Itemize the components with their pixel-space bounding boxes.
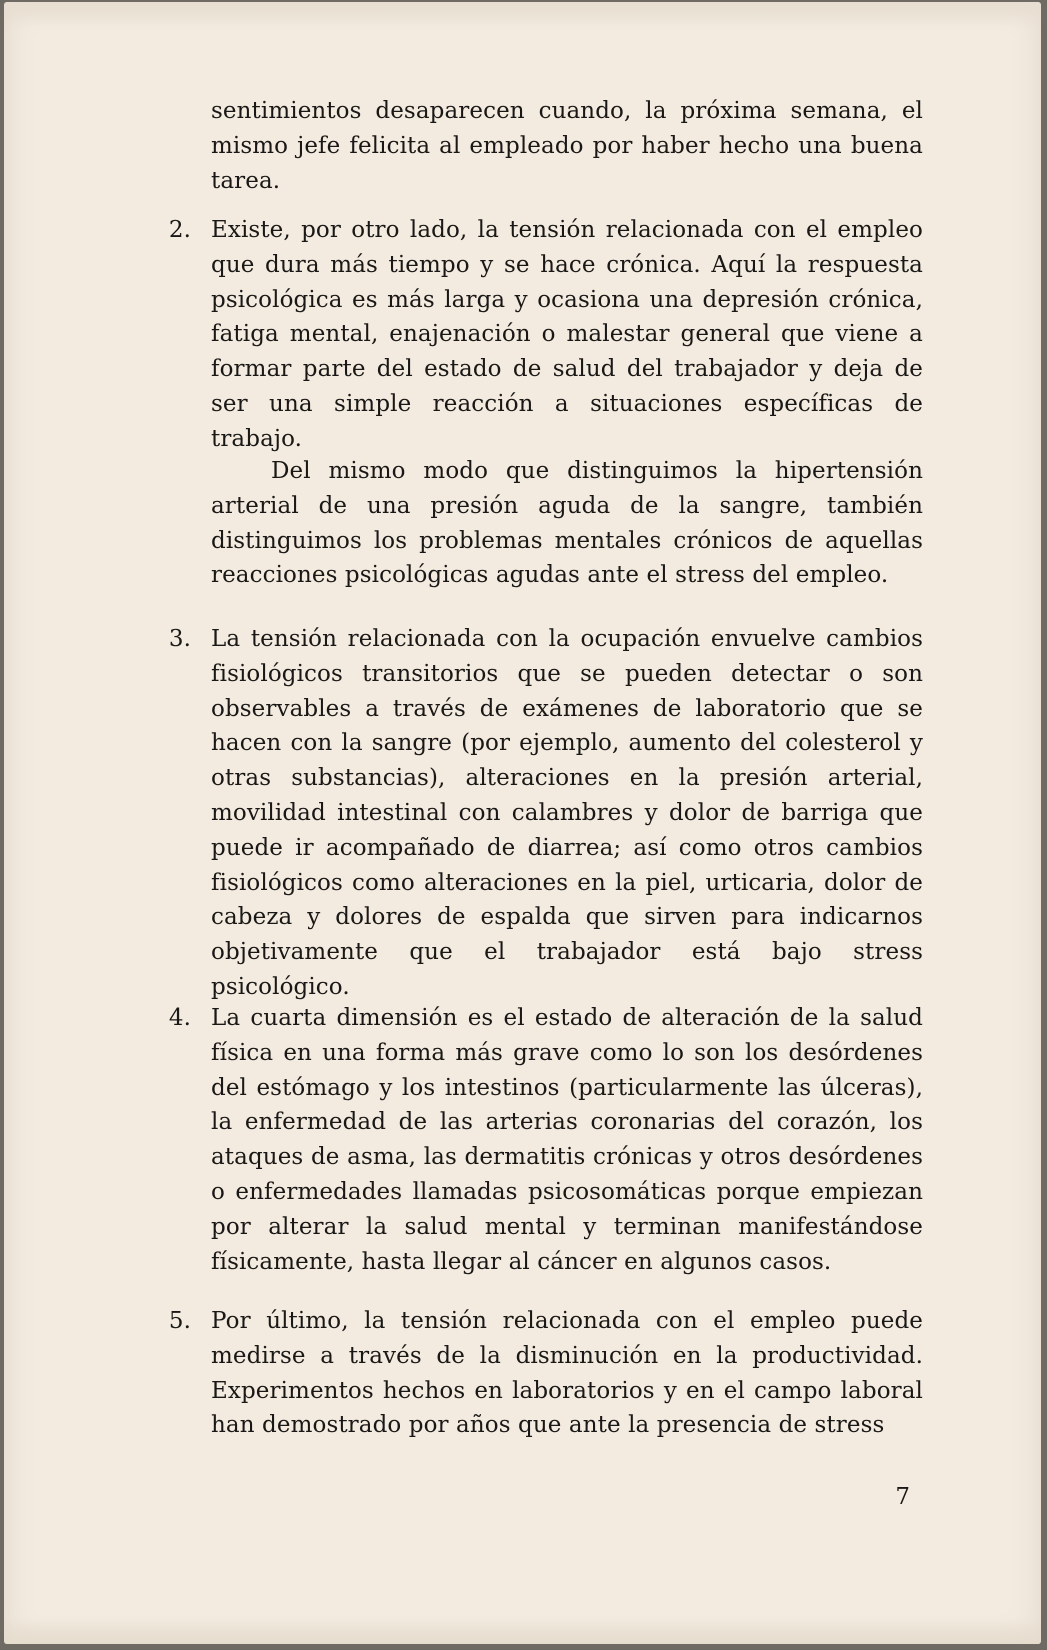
list-item-2 — [211, 213, 923, 457]
paragraph-text: Existe, por otro lado, la tensión relacionada con el empleo que dura más tiempo y se hace crónica. Aquí la respuesta psicológica es más larga y ocasiona una depresión crónica, fatiga mental, enajenación o malestar general que viene a formar parte del estado de salud del trabajador y deja de ser una simple reacción a situaciones específicas de trabajo. — [211, 217, 923, 452]
list-item-3 — [211, 622, 923, 1005]
list-item-4 — [211, 1001, 923, 1279]
paragraph-comparison — [211, 454, 923, 593]
list-number-3: 3. — [168, 626, 191, 652]
page-number: 7 — [895, 1484, 910, 1510]
paragraph-continuation — [211, 94, 923, 198]
list-item-5 — [211, 1304, 923, 1443]
list-number-5: 5. — [168, 1308, 191, 1334]
paragraph-text: La cuarta dimensión es el estado de alteración de la salud física en una forma más grave como lo son los desórdenes del estómago y los intestinos (particularmente las úlceras), la enfermedad de las arterias coronarias del corazón, los ataques de asma, las dermatitis crónicas y otros desórdenes o enfermedades llamadas psicosomáticas porque empiezan por alterar la salud mental y terminan manifestándose físicamente, hasta llegar al cáncer en algunos casos. — [211, 1005, 923, 1275]
paragraph-text: Del mismo modo que distinguimos la hipertensión arterial de una presión aguda de la sangre, también distinguimos los problemas mentales crónicos de aquellas reacciones psicológicas agudas ante el stress del empleo. — [211, 458, 923, 589]
paragraph-text: La tensión relacionada con la ocupación envuelve cambios fisiológicos transitorios que se pueden detectar o son observables a través de exámenes de laboratorio que se hacen con la sangre (por ejemplo, aumento del colesterol y otras substancias), alteraciones en la presión arterial, movilidad intestinal con calambres y dolor de barriga que puede ir acompañado de diarrea; así como otros cambios fisiológicos como alteraciones en la piel, urticaria, dolor de cabeza y dolores de espalda que sirven para indicarnos objetivamente que el trabajador está bajo stress psicológico. — [211, 626, 923, 1000]
document-page — [4, 2, 1041, 1644]
list-number-4: 4. — [168, 1005, 191, 1031]
paragraph-text: Por último, la tensión relacionada con el empleo puede medirse a través de la disminución en la productividad. Experimentos hechos en laboratorios y en el campo laboral han demostrado por años que ante la presencia de stress — [211, 1308, 923, 1439]
list-number-2: 2. — [168, 217, 191, 243]
paragraph-text: sentimientos desaparecen cuando, la próxima semana, el mismo jefe felicita al empleado por haber hecho una buena tarea. — [211, 98, 923, 194]
